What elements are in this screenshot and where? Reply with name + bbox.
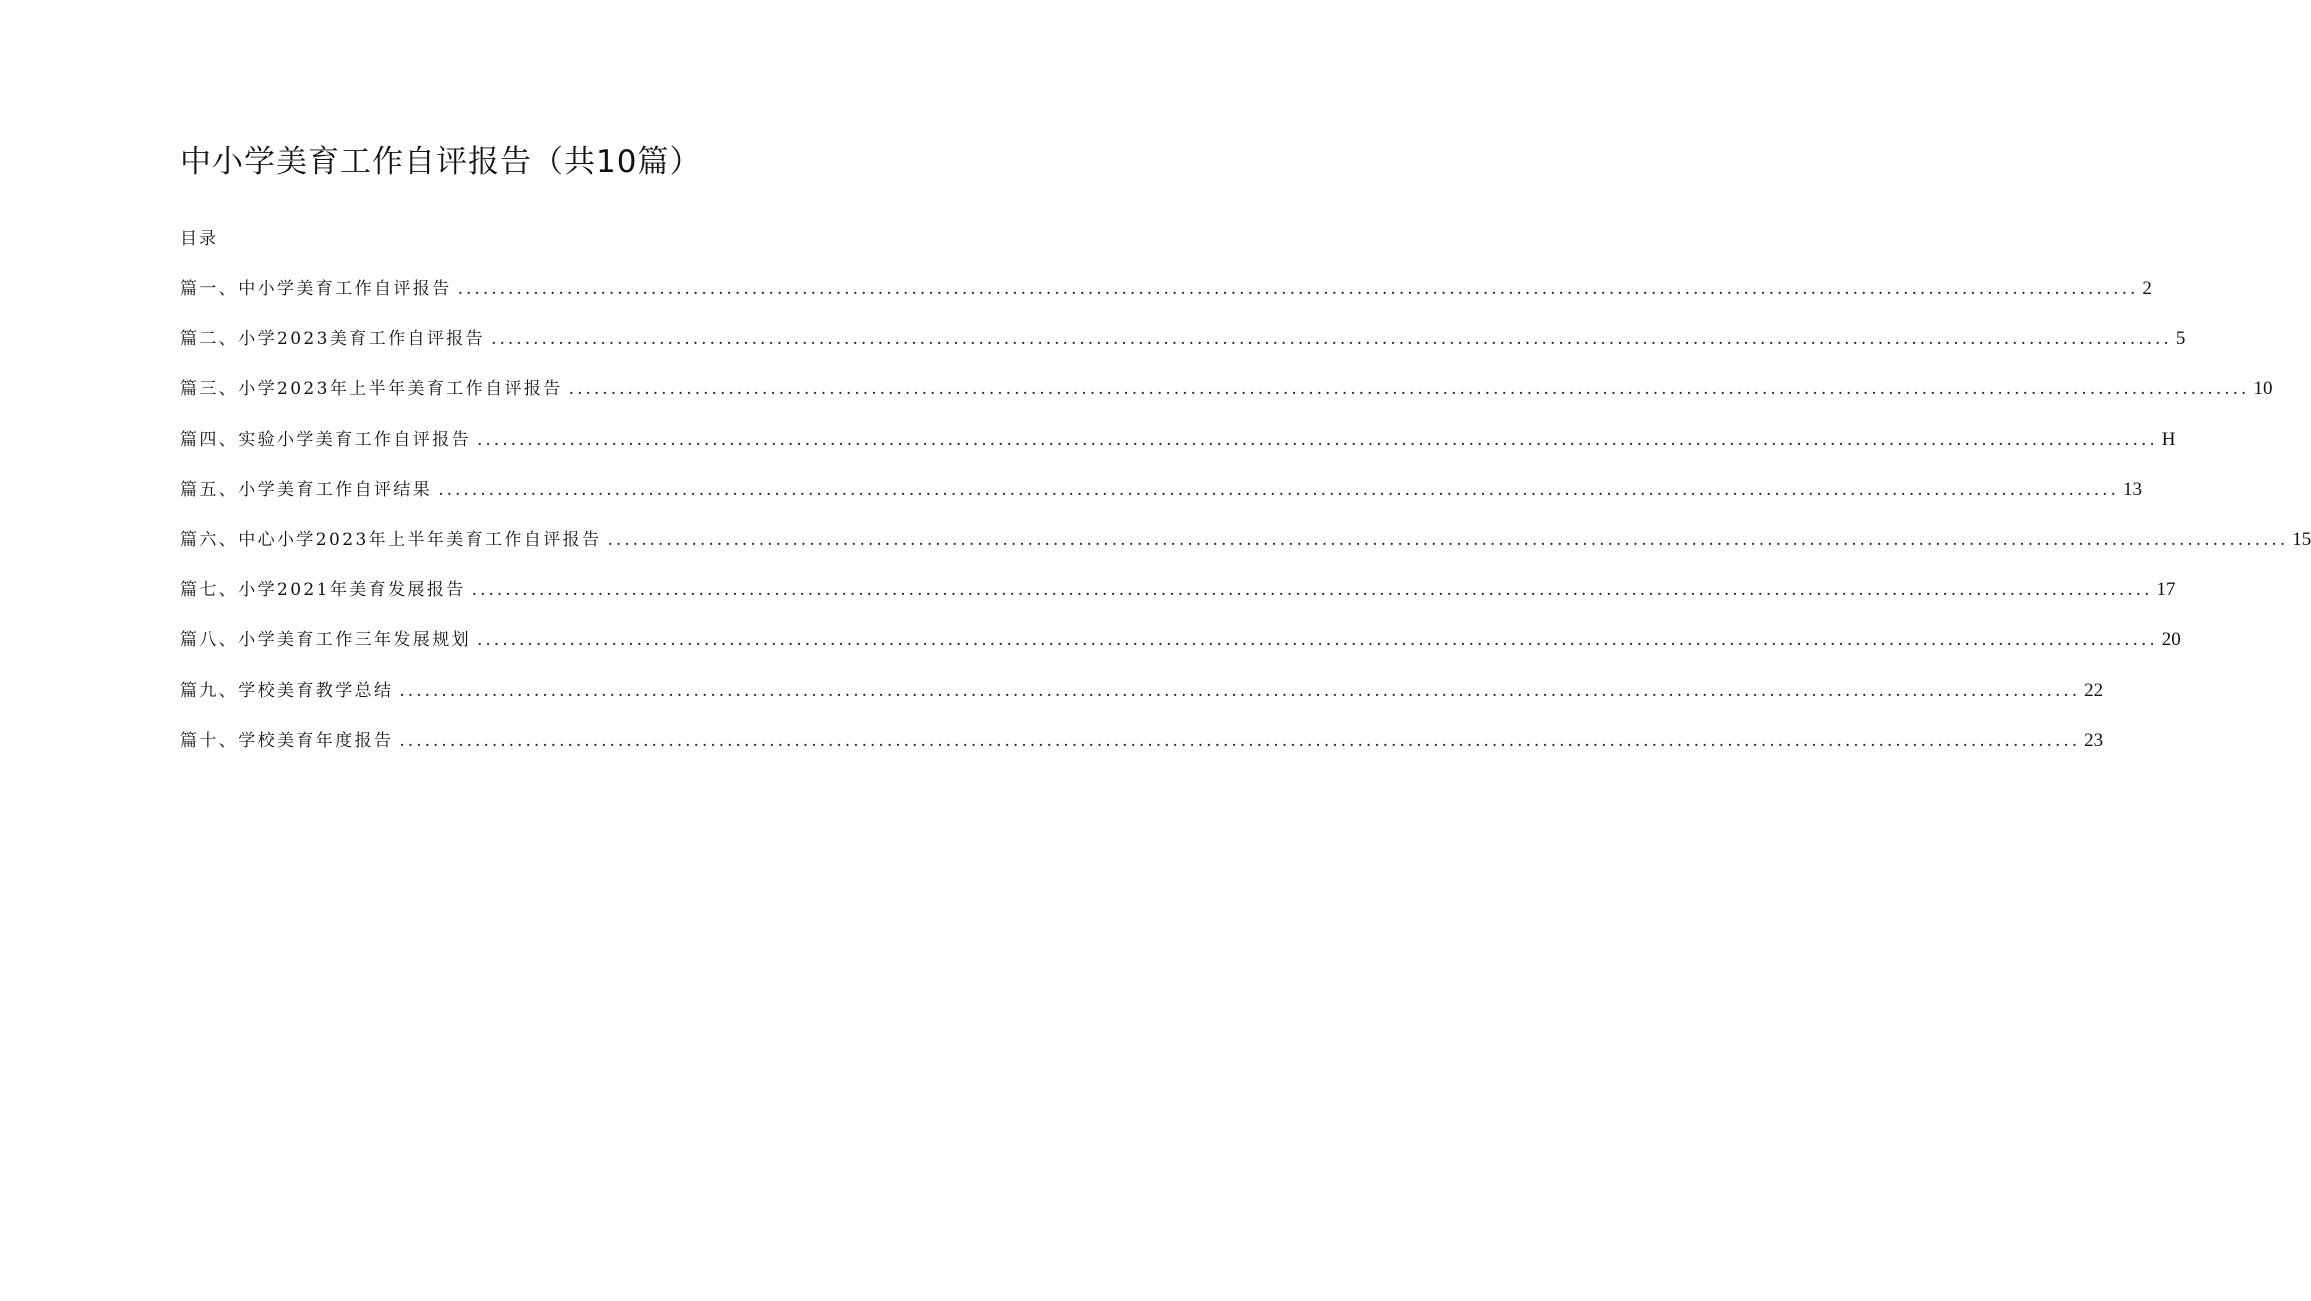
toc-entry-page: H xyxy=(2161,428,2176,450)
toc-entry-label: 篇十、学校美育年度报告 xyxy=(180,730,394,751)
toc-entry-10[interactable] xyxy=(180,728,2104,778)
toc-entry-label: 篇五、小学美育工作自评结果 xyxy=(180,479,433,500)
toc-entry-5[interactable] xyxy=(180,477,2142,527)
toc-entry-label: 篇七、小学2021年美育发展报告 xyxy=(180,580,466,601)
toc-entry-label: 篇一、中小学美育工作自评报告 xyxy=(180,279,452,299)
toc-entry-9[interactable] xyxy=(180,678,2104,728)
toc-entry-label: 篇二、小学2023美育工作自评报告 xyxy=(180,329,486,350)
toc-heading: 目录 xyxy=(180,229,218,249)
toc-leader-dots: ........................................................................................................................................................................................................ xyxy=(457,279,2139,299)
toc-entry-page: 20 xyxy=(2161,629,2181,651)
toc-entry-3[interactable] xyxy=(180,376,2273,426)
toc-entry-page: 23 xyxy=(2084,729,2104,751)
toc-entry-page: 2 xyxy=(2142,278,2152,299)
toc-leader-dots: ........................................................................................................................................................................................................ xyxy=(477,429,2158,450)
toc-entry-7[interactable] xyxy=(180,577,2176,627)
toc-leader-dots: ........................................................................................................................................................................................................ xyxy=(607,529,2289,550)
toc-entry-page: 15 xyxy=(2292,528,2311,550)
toc-entry-label: 篇九、学校美育教学总结 xyxy=(180,680,394,701)
toc-leader-dots: ........................................................................................................................................................................................................ xyxy=(491,329,2172,350)
toc-leader-dots: ........................................................................................................................................................................................................ xyxy=(568,379,2250,400)
toc-entry-2[interactable] xyxy=(180,326,2186,376)
toc-entry-label: 篇六、中心小学2023年上半年美育工作自评报告 xyxy=(180,529,602,550)
toc-entry-6[interactable] xyxy=(180,527,2311,577)
toc-leader-dots: ........................................................................................................................................................................................................ xyxy=(471,580,2153,601)
table-of-contents xyxy=(180,276,2311,778)
toc-leader-dots: ........................................................................................................................................................................................................ xyxy=(399,680,2081,701)
toc-entry-label: 篇三、小学2023年上半年美育工作自评报告 xyxy=(180,379,563,400)
toc-entry-page: 17 xyxy=(2156,579,2176,601)
toc-entry-1[interactable] xyxy=(180,276,2152,326)
toc-leader-dots: ........................................................................................................................................................................................................ xyxy=(438,479,2119,500)
toc-entry-page: 10 xyxy=(2253,378,2273,400)
toc-leader-dots: ........................................................................................................................................................................................................ xyxy=(477,630,2158,651)
toc-entry-label: 篇四、实验小学美育工作自评报告 xyxy=(180,429,471,450)
toc-entry-label: 篇八、小学美育工作三年发展规划 xyxy=(180,630,471,651)
toc-leader-dots: ........................................................................................................................................................................................................ xyxy=(399,730,2081,751)
toc-entry-4[interactable] xyxy=(180,427,2176,477)
document-title: 中小学美育工作自评报告（共10篇） xyxy=(180,144,702,180)
toc-entry-8[interactable] xyxy=(180,627,2181,677)
toc-entry-page: 22 xyxy=(2084,679,2104,701)
toc-entry-page: 5 xyxy=(2175,328,2186,350)
toc-entry-page: 13 xyxy=(2122,478,2142,500)
